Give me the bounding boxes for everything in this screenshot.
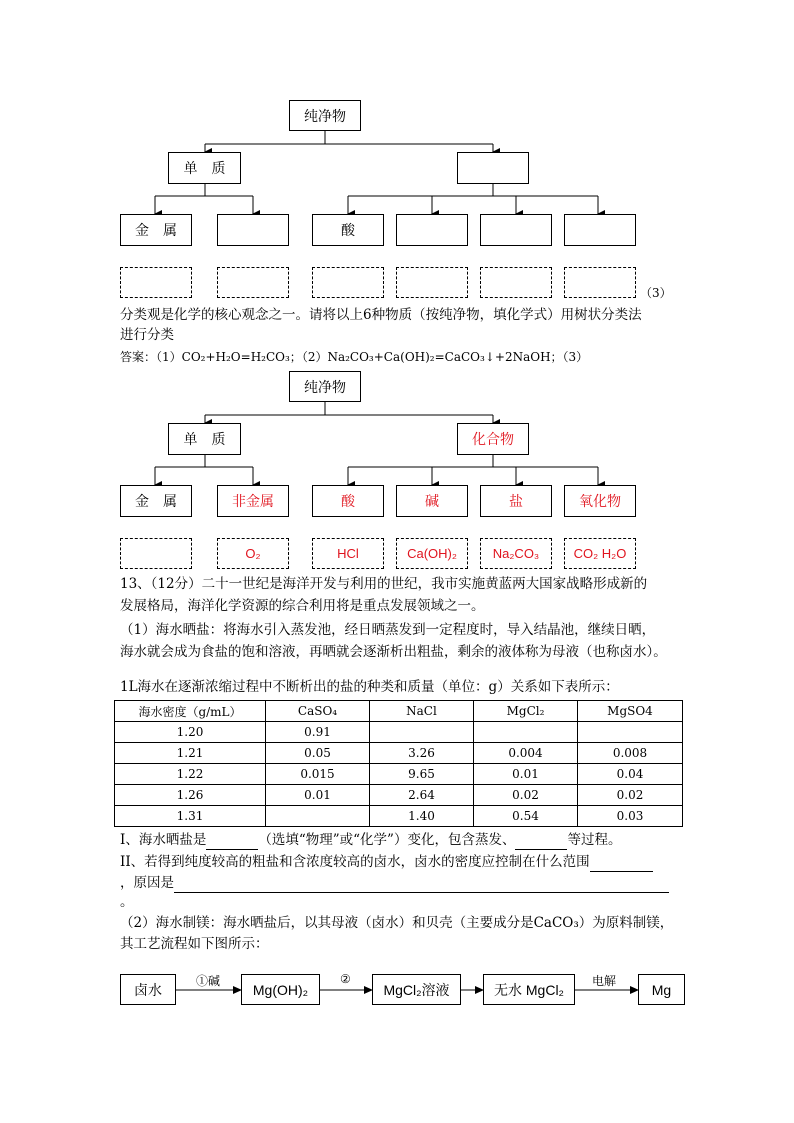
q13-line-4: 海水就会成为食盐的饱和溶液，再晒就会逐渐析出粗盐，剩余的液体称为母液（也称卤水）。: [120, 644, 667, 660]
table-cell: 0.01: [266, 785, 370, 806]
q13-line-5: 1L海水在逐渐浓缩过程中不断析出的盐的种类和质量（单位：g）关系如下表所示：: [120, 679, 619, 695]
part2-line-1: （2）海水制镁：海水晒盐后，以其母液（卤水）和贝壳（主要成分是CaCO₃）为原料制镁，: [120, 915, 674, 931]
table-cell: 0.54: [474, 806, 578, 827]
flow-box-anhydrous-mgcl2: 无水 MgCl₂: [483, 974, 575, 1005]
tree1-compound-blank[interactable]: [457, 152, 529, 184]
table-cell: [474, 722, 578, 743]
sub-i-text-b: （选填“物理”或“化学”）变化，包含蒸发、: [258, 832, 516, 848]
flow-label-alkali: ①碱: [196, 974, 221, 988]
table-header: 海水密度（g/mL）: [115, 701, 266, 722]
answer-blank-process[interactable]: [515, 835, 567, 850]
answer-part-3: （3）: [562, 350, 589, 364]
table-header: NaCl: [370, 701, 474, 722]
tree1-salt-blank[interactable]: [480, 214, 552, 246]
tree2-simple-substance: 单 质: [168, 423, 241, 455]
table-cell: 0.03: [578, 806, 683, 827]
sub-i-text-c: 等过程。: [567, 832, 622, 848]
answer-part-1: （1）CO₂+H₂O=H₂CO₃；: [156, 350, 302, 364]
table-cell: 0.05: [266, 743, 370, 764]
table-cell: 3.26: [370, 743, 474, 764]
table-header: CaSO₄: [266, 701, 370, 722]
tree2-example-caoh2: Ca(OH)₂: [396, 538, 468, 569]
tree2-compound: 化合物: [457, 423, 529, 455]
table-cell: 1.21: [115, 743, 266, 764]
tree1-answer-slot[interactable]: [312, 267, 384, 298]
tree1-base-blank[interactable]: [396, 214, 468, 246]
tree1-simple-substance: 单 质: [168, 152, 241, 184]
table-cell: 2.64: [370, 785, 474, 806]
sub-question-i: [120, 830, 621, 850]
salt-precipitation-table: [114, 700, 683, 827]
q13-line-2: 发展格局，海洋化学资源的综合利用将是重点发展领域之一。: [120, 598, 485, 614]
table-cell: 0.01: [474, 764, 578, 785]
flow-label-electrolysis: 电解: [592, 974, 617, 988]
table-cell: [370, 722, 474, 743]
tree2-example-co2-h2o: CO₂ H₂O: [564, 538, 636, 569]
question-line-1: 分类观是化学的核心观念之一。请将以上6种物质（按纯净物，填化学式）用树状分类法: [120, 307, 642, 323]
table-cell: 0.015: [266, 764, 370, 785]
table-cell: 0.02: [578, 785, 683, 806]
flow-box-mgcl2-solution: MgCl₂溶液: [372, 974, 461, 1005]
question-number-tail: （3）: [640, 286, 672, 300]
answer-part-2: （2）Na₂CO₃+Ca(OH)₂=CaCO₃↓+2NaOH；: [301, 350, 563, 364]
tree1-answer-slot[interactable]: [564, 267, 636, 298]
tree1-answer-slot[interactable]: [396, 267, 468, 298]
tree2-oxide: 氧化物: [564, 485, 636, 517]
sub-ii-end: 。: [120, 894, 134, 910]
q13-line-1: 13、（12分）二十一世纪是海洋开发与利用的世纪，我市实施黄蓝两大国家战略形成新的: [120, 576, 648, 592]
sub-question-ii: [120, 852, 653, 872]
table-row: [115, 806, 683, 827]
tree1-answer-slot[interactable]: [217, 267, 289, 298]
tree2-nonmetal: 非金属: [217, 485, 289, 517]
tree2-metal: 金 属: [120, 485, 192, 517]
tree2-example-na2co3: Na₂CO₃: [480, 538, 552, 569]
flow-box-mg: Mg: [638, 974, 685, 1005]
sub-i-text-a: I、海水晒盐是: [120, 832, 207, 848]
flow-box-brine: 卤水: [120, 974, 176, 1005]
answer-blank-physical-chemical[interactable]: [206, 835, 258, 850]
tree2-example-o2: O₂: [217, 538, 289, 569]
table-cell: 0.004: [474, 743, 578, 764]
table-cell: 1.20: [115, 722, 266, 743]
table-cell: 1.31: [115, 806, 266, 827]
table-cell: 0.91: [266, 722, 370, 743]
table-header: MgSO4: [578, 701, 683, 722]
tree2-example: [120, 538, 192, 569]
table-cell: 0.02: [474, 785, 578, 806]
tree1-root: 纯净物: [289, 100, 361, 131]
tree1-nonmetal-blank[interactable]: [217, 214, 289, 246]
table-cell: [578, 722, 683, 743]
flow-box-mgoh2: Mg(OH)₂: [241, 974, 320, 1005]
table-row: [115, 785, 683, 806]
table-cell: 0.008: [578, 743, 683, 764]
part2-line-2: 其工艺流程如下图所示：: [120, 936, 269, 952]
tree1-answer-slot[interactable]: [120, 267, 192, 298]
table-row: [115, 743, 683, 764]
table-header: MgCl₂: [474, 701, 578, 722]
table-header-row: [115, 701, 683, 722]
tree1-acid: 酸: [312, 214, 384, 246]
table-cell: [266, 806, 370, 827]
answer-blank-density-range[interactable]: [590, 857, 653, 872]
table-cell: 1.22: [115, 764, 266, 785]
table-row: [115, 722, 683, 743]
flow-label-step2: ②: [340, 972, 351, 986]
answer-line: [120, 347, 588, 367]
sub-ii-text-a: II、若得到纯度较高的粗盐和含浓度较高的卤水，卤水的密度应控制在什么范围: [120, 854, 590, 870]
tree2-base: 碱: [396, 485, 468, 517]
tree1-metal: 金 属: [120, 214, 192, 246]
tree2-acid: 酸: [312, 485, 384, 517]
tree2-root: 纯净物: [289, 371, 361, 402]
answer-blank-reason[interactable]: [174, 878, 669, 893]
table-cell: 0.04: [578, 764, 683, 785]
sub-question-ii-reason: [120, 873, 669, 893]
tree1-answer-slot[interactable]: [480, 267, 552, 298]
question-line-2: 进行分类: [120, 327, 174, 343]
sub-ii-text-b: ，原因是: [120, 875, 174, 891]
table-cell: 1.26: [115, 785, 266, 806]
tree2-salt: 盐: [480, 485, 552, 517]
answer-label: 答案：: [120, 350, 157, 364]
tree1-oxide-blank[interactable]: [564, 214, 636, 246]
tree2-example-hcl: HCl: [312, 538, 384, 569]
table-row: [115, 764, 683, 785]
table-cell: 1.40: [370, 806, 474, 827]
table-cell: 9.65: [370, 764, 474, 785]
q13-line-3: （1）海水晒盐：将海水引入蒸发池，经日晒蒸发到一定程度时，导入结晶池，继续日晒，: [120, 622, 656, 638]
